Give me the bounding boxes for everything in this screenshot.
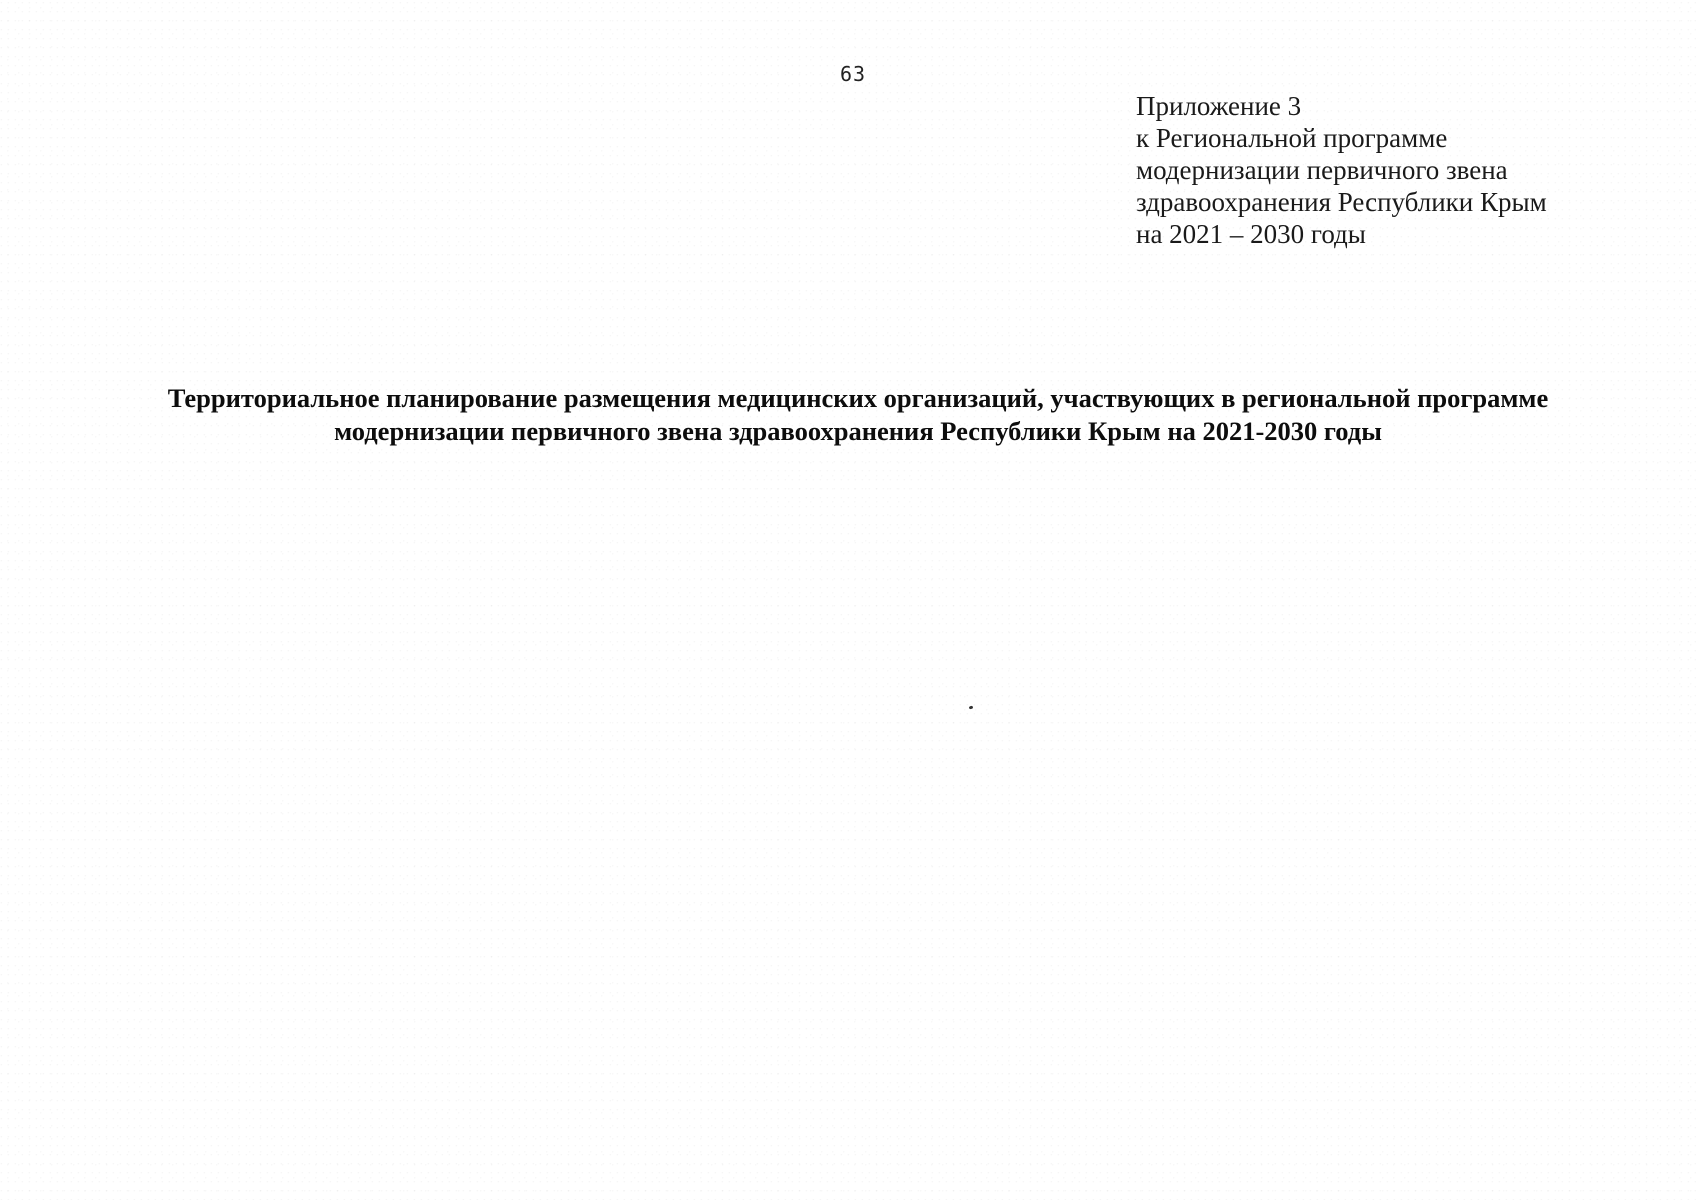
appendix-line: здравоохранения Республики Крым bbox=[1136, 187, 1547, 217]
appendix-line: модернизации первичного звена bbox=[1136, 155, 1508, 185]
appendix-line: к Региональной программе bbox=[1136, 123, 1448, 153]
title-line: модернизации первичного звена здравоохранения Республики Крым на 2021-2030 годы bbox=[334, 416, 1382, 446]
title-line: Территориальное планирование размещения медицинских организаций, участвующих в региональной программе bbox=[167, 383, 1549, 413]
scan-speck bbox=[969, 705, 974, 709]
appendix-header bbox=[1136, 90, 1656, 250]
appendix-line: на 2021 – 2030 годы bbox=[1136, 219, 1366, 249]
document-title bbox=[80, 382, 1636, 448]
page-number: 63 bbox=[840, 62, 867, 86]
appendix-line: Приложение 3 bbox=[1136, 91, 1302, 121]
